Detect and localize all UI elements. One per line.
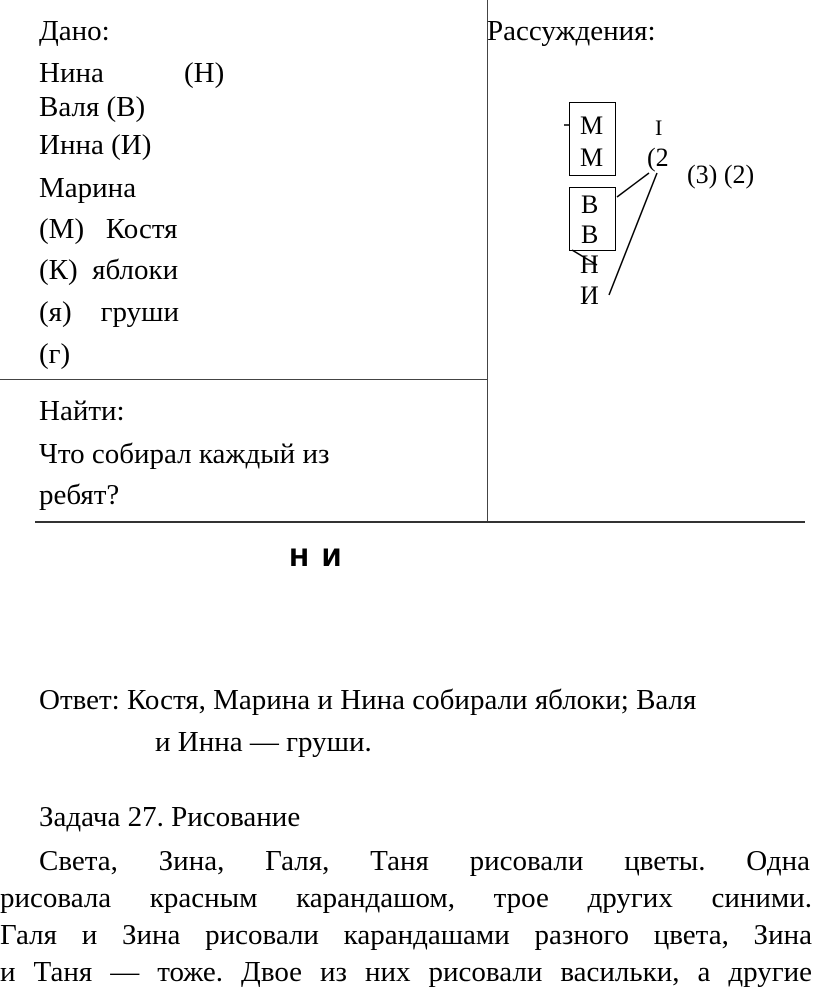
- table-divider-horizontal: [0, 379, 487, 380]
- diagram-box-v: [569, 187, 616, 251]
- given-line-apples: (К) яблоки: [39, 254, 179, 286]
- diagram-side-mark-1: I: [655, 115, 663, 140]
- reasoning-header: Рассуждения:: [487, 15, 656, 47]
- diagram-box-v-top: В: [581, 190, 599, 219]
- task-line-4: и Таня — тоже. Двое из них рисовали васильки, а другие: [0, 956, 812, 988]
- diagram-box-m: [569, 102, 616, 176]
- task-line-1: Света, Зина, Галя, Таня рисовали цветы. Одна: [39, 845, 810, 877]
- given-line-inna: Инна (И): [39, 129, 152, 161]
- given-line-nina-abbr: (Н): [184, 57, 225, 89]
- given-line-valya: Валя (В): [39, 91, 146, 123]
- diagram-labels: (3) (2): [687, 160, 755, 189]
- given-line-g: (г): [39, 338, 71, 370]
- diagram-letter-i: И: [580, 281, 599, 310]
- task-line-3: Галя и Зина рисовали карандашами разного цвета, Зина: [0, 919, 812, 951]
- given-line-pears: (я) груши: [39, 296, 180, 328]
- stray-letters: Н И: [289, 544, 344, 572]
- given-line-nina: Нина: [39, 57, 104, 89]
- diagram-box-m-bottom: М: [580, 143, 604, 172]
- diagram-box-v-bottom: В: [581, 220, 599, 249]
- given-line-marina: Марина: [39, 172, 137, 204]
- given-header: Дано:: [39, 15, 110, 47]
- answer-line-1: Ответ: Костя, Марина и Нина собирали яблоки; Валя: [39, 684, 697, 716]
- given-line-kostya: (М) Костя: [39, 213, 178, 245]
- find-line-2: ребят?: [39, 479, 120, 511]
- task-title: Задача 27. Рисование: [39, 801, 301, 833]
- diagram-box-m-top: М: [580, 111, 604, 140]
- task-line-2: рисовала красным карандашом, трое других синими.: [0, 882, 812, 914]
- answer-line-2: и Инна — груши.: [155, 726, 372, 758]
- table-bottom-border: [35, 521, 805, 523]
- reasoning-diagram: [555, 95, 795, 310]
- diagram-side-mark-2: (2: [647, 143, 669, 172]
- diagram-letter-n: Н: [580, 250, 599, 279]
- find-header: Найти:: [39, 395, 125, 427]
- table-divider-vertical: [487, 0, 488, 522]
- find-line-1: Что собирал каждый из: [39, 438, 330, 470]
